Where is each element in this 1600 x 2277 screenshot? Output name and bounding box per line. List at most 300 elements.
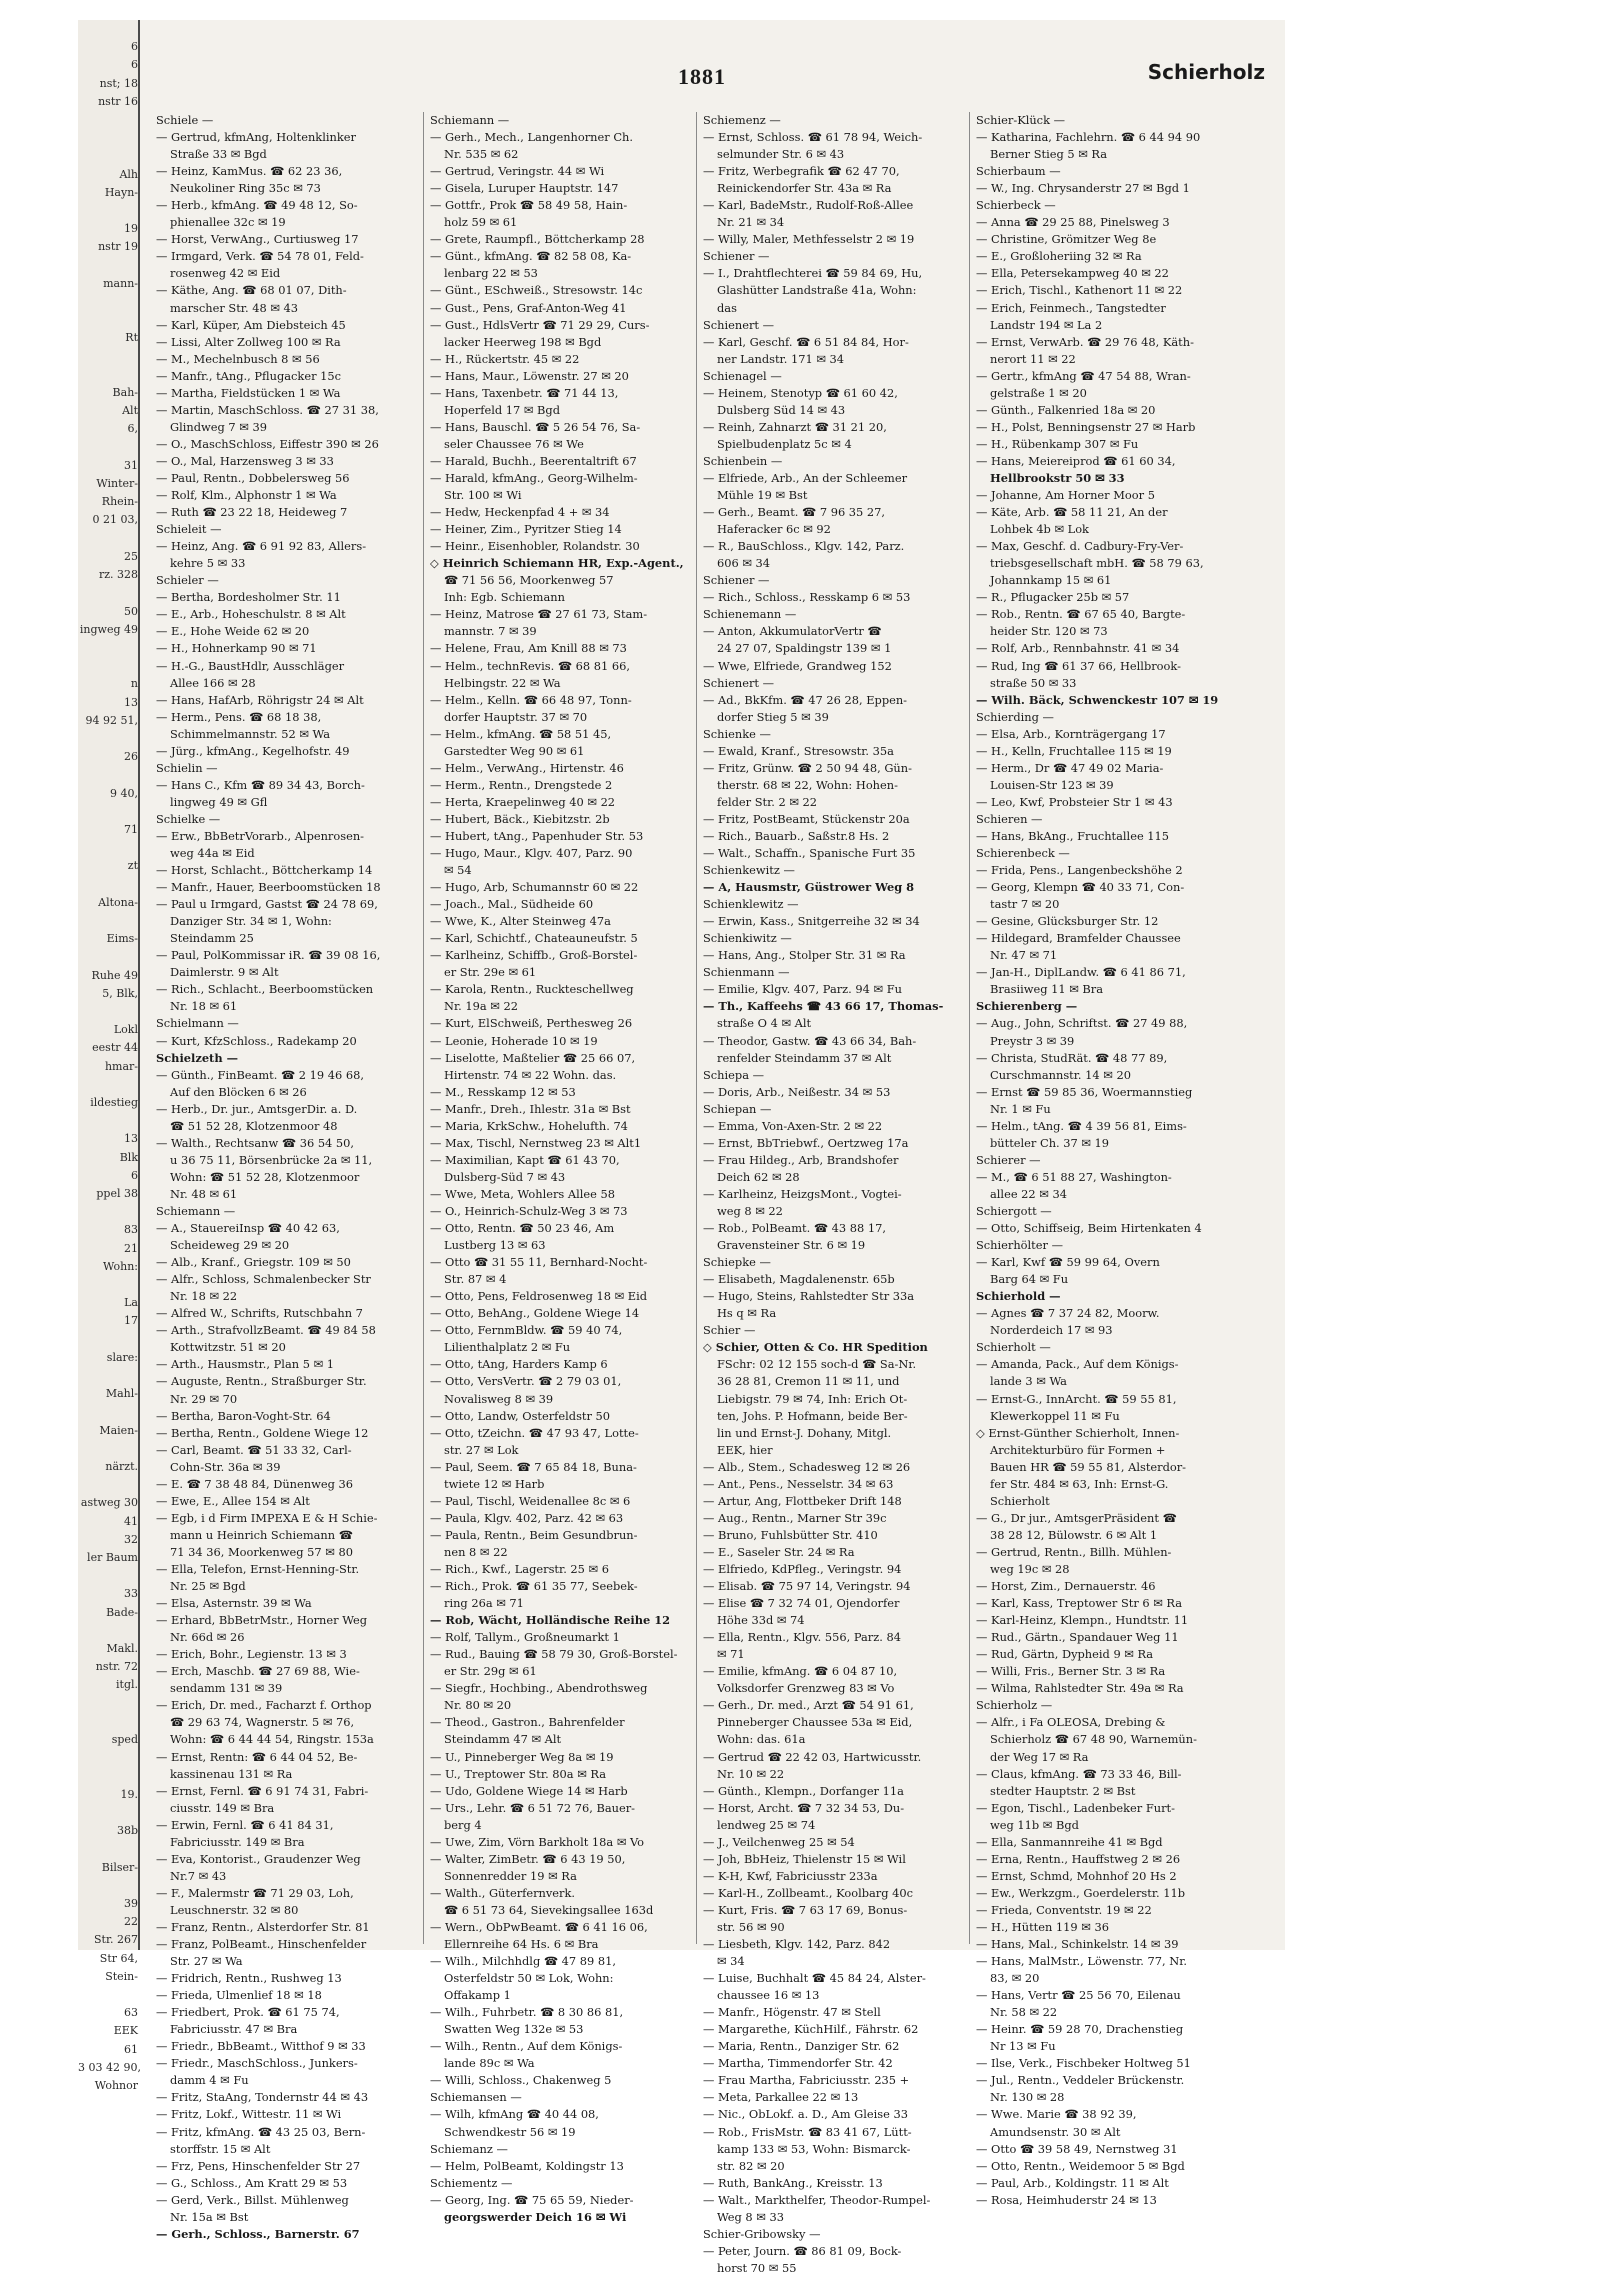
previous-page-fragment: [78, 1713, 138, 1731]
directory-entry-line: — Meta, Parkallee 22 ✉ 13: [703, 2090, 859, 2105]
directory-entry-line: ✉ 54: [444, 863, 472, 878]
previous-page-fragment: nstr. 72: [95, 1660, 138, 1674]
surname-heading: Schierenberg —: [976, 999, 1078, 1014]
directory-entry-line: — Amanda, Pack., Auf dem Königs-: [976, 1357, 1179, 1372]
page-number: 1881: [678, 64, 726, 89]
directory-entry-line: — Gottfr., Prok ☎ 58 49 58, Hain-: [430, 198, 628, 213]
surname-heading: Schierholt —: [976, 1340, 1051, 1355]
directory-entry-line: — Fritz, Werbegrafik ☎ 62 47 70,: [703, 164, 900, 179]
directory-entry-line: holz 59 ✉ 61: [444, 215, 518, 230]
directory-entry-line: — Manfr., Hauer, Beerboomstücken 18: [156, 880, 381, 895]
surname-heading: Schielmann —: [156, 1016, 239, 1031]
directory-entry-line: Nr. 18 ✉ 22: [170, 1289, 238, 1304]
directory-entry-line: — Rich., Schlacht., Beerboomstücken: [156, 982, 374, 997]
directory-entry-line: — Helm., kfmAng. ☎ 58 51 45,: [430, 726, 612, 741]
directory-entry-line: — E., Saseler Str. 24 ✉ Ra: [703, 1544, 855, 1559]
previous-page-fragment: Bilser-: [101, 1860, 138, 1874]
directory-entry-line: — Günth., Klempn., Dorfanger 11a: [703, 1783, 904, 1798]
previous-page-edge: [78, 20, 141, 2092]
directory-entry-line: — Heinz, KamMus. ☎ 62 23 36,: [156, 164, 343, 179]
directory-entry-line: — Gertrud, kfmAng, Holtenklinker: [156, 130, 356, 145]
previous-page-fragment: 21: [124, 1241, 138, 1255]
directory-entry-line: Straße 33 ✉ Bgd: [170, 147, 267, 162]
previous-page-fragment: ler Baum: [87, 1551, 138, 1565]
directory-entry-line: — Ilse, Verk., Fischbeker Holtweg 51: [976, 2056, 1191, 2071]
previous-page-fragment: 63: [124, 2006, 138, 2020]
surname-heading: Schiemenz —: [703, 113, 781, 127]
directory-entry-line: — Kurt, KfzSchloss., Radekamp 20: [156, 1033, 357, 1048]
surname-heading: Schiergott —: [976, 1204, 1052, 1218]
surname-heading: Schierbeck —: [976, 198, 1056, 213]
directory-entry-line: — Elsa, Arb., Kornträgergang 17: [976, 726, 1166, 741]
directory-entry-line: Nr. 25 ✉ Bgd: [170, 1579, 246, 1594]
directory-entry-line: 83, ✉ 20: [990, 1971, 1040, 1986]
directory-entry-line: — Karl, Geschf. ☎ 6 51 84 84, Hor-: [703, 334, 909, 349]
previous-page-fragment: Bah-: [112, 386, 138, 400]
directory-entry-line: — Rud., Bauing ☎ 58 79 30, Groß-Borstel-: [430, 1647, 678, 1662]
directory-entry-line: ◇ Ernst-Günther Schierholt, Innen-: [976, 1425, 1180, 1440]
previous-page-fragment: [78, 1840, 138, 1858]
surname-heading: Schiepan —: [703, 1101, 772, 1116]
previous-page-fragment: Rt: [125, 331, 138, 345]
directory-entry-line: — Erch, Maschb. ☎ 27 69 88, Wie-: [156, 1664, 360, 1679]
directory-entry-line: — Paula, Rentn., Beim Gesundbrun-: [430, 1527, 638, 1542]
directory-entry-line: — Friedr., MaschSchloss., Junkers-: [156, 2056, 358, 2071]
directory-entry-line: Nr. 80 ✉ 20: [444, 1698, 512, 1713]
directory-entry-line: dorfer Hauptstr. 37 ✉ 70: [444, 709, 588, 724]
directory-entry-line: kehre 5 ✉ 33: [170, 556, 246, 571]
previous-page-fragment: 9 40,: [110, 786, 138, 800]
previous-page-fragment: 25: [124, 549, 138, 563]
directory-entry-line: — Günth., Falkenried 18a ✉ 20: [976, 402, 1156, 417]
directory-entry-line: — Kurt, Fris. ☎ 7 63 17 69, Bonus-: [703, 1902, 908, 1917]
previous-page-fragment: 6: [131, 1168, 138, 1182]
directory-entry-line: Fabriciusstr. 47 ✉ Bra: [170, 2022, 298, 2037]
previous-page-fragment: Altona-: [98, 895, 138, 909]
previous-page-fragment: 94 92 51,: [85, 713, 138, 727]
directory-entry-line: — Otto, BehAng., Goldene Wiege 14: [430, 1306, 640, 1321]
surname-heading: Schierer —: [976, 1152, 1041, 1167]
previous-page-fragment: 41: [124, 1514, 138, 1528]
directory-entry-line: — O., Mal, Harzensweg 3 ✉ 33: [156, 453, 334, 468]
directory-entry-line: — Gerh., Mech., Langenhorner Ch.: [430, 130, 633, 145]
running-headword: Schierholz: [1147, 60, 1265, 84]
directory-entry-line: Volksdorfer Grenzweg 83 ✉ Vo: [717, 1681, 895, 1696]
directory-entry-line: — Otto, Rentn. ☎ 50 23 46, Am: [430, 1221, 615, 1236]
directory-entry-line: — Herm., Dr ☎ 47 49 02 Maria-: [976, 760, 1164, 775]
previous-page-fragment: Alt: [122, 404, 138, 418]
surname-heading: Schieren —: [976, 811, 1043, 826]
directory-entry-line: — Frz, Pens, Hinschenfelder Str 27: [156, 2158, 361, 2173]
previous-page-fragment: [78, 293, 138, 311]
directory-entry-line: — Auguste, Rentn., Straßburger Str.: [156, 1374, 367, 1389]
directory-entry-line: lingweg 49 ✉ Gfl: [170, 794, 268, 809]
directory-page: [78, 20, 1285, 2275]
previous-page-fragment: [78, 129, 138, 147]
directory-entry-line: — Otto, Rentn., Weidemoor 5 ✉ Bgd: [976, 2158, 1185, 2173]
directory-entry-line: FSchr: 02 12 155 soch-d ☎ Sa-Nr.: [717, 1357, 917, 1372]
previous-page-fragment: [78, 1112, 138, 1130]
directory-entry-line: — Elsa, Asternstr. 39 ✉ Wa: [156, 1596, 312, 1611]
directory-entry-line: Louisen-Str 123 ✉ 39: [990, 777, 1114, 792]
directory-entry-line: lande 89c ✉ Wa: [444, 2056, 535, 2071]
directory-entry-line: — Hedw, Heckenpfad 4 + ✉ 34: [430, 505, 610, 520]
directory-entry-line: — Maximilian, Kapt ☎ 61 43 70,: [430, 1152, 620, 1167]
directory-entry-line: das: [717, 300, 737, 315]
directory-entry-line: — H., Hohnerkamp 90 ✉ 71: [156, 641, 317, 656]
directory-entry-line: Wohn: das. 61a: [717, 1732, 806, 1747]
previous-page-fragment: 50: [124, 604, 138, 618]
previous-page-fragment: Blk: [119, 1150, 138, 1164]
column-1: [150, 112, 423, 2241]
previous-page-fragment: [78, 730, 138, 748]
directory-entry-line: straße O 4 ✉ Alt: [717, 1016, 812, 1031]
directory-entry-line: — Paul u Irmgard, Gastst ☎ 24 78 69,: [156, 897, 378, 912]
directory-entry-line: — Wwe, Meta, Wohlers Allee 58: [430, 1186, 615, 1201]
directory-entry-line: Hoperfeld 17 ✉ Bgd: [444, 402, 561, 417]
directory-entry-line: Lilienthalplatz 2 ✉ Fu: [444, 1340, 571, 1355]
directory-entry-line: ☎ 71 56 56, Moorkenweg 57: [444, 573, 614, 588]
directory-entry-line: — Rich., Schloss., Resskamp 6 ✉ 53: [703, 590, 911, 605]
directory-entry-line: kassinenau 131 ✉ Ra: [170, 1766, 293, 1781]
directory-entry-line: — Lissi, Alter Zollweg 100 ✉ Ra: [156, 334, 341, 349]
previous-page-fragment: Str 64,: [99, 1951, 138, 1965]
directory-entry-line: ✉ 34: [717, 1954, 745, 1969]
surname-heading: Schielzeth —: [156, 1050, 238, 1065]
directory-entry-line: — Helm., VerwAng., Hirtenstr. 46: [430, 760, 624, 775]
directory-entry-line: — Georg, Ing. ☎ 75 65 59, Nieder-: [430, 2192, 634, 2207]
directory-entry-line: — Peter, Journ. ☎ 86 81 09, Bock-: [703, 2243, 902, 2258]
directory-entry-line: — Ernst, Fernl. ☎ 6 91 74 31, Fabri-: [156, 1783, 369, 1798]
directory-entry-line: — Karl, Kass, Treptower Str 6 ✉ Ra: [976, 1596, 1183, 1611]
column-4: [969, 112, 1242, 2207]
directory-entry-line: ◇ Schier, Otten & Co. HR Spedition: [703, 1340, 928, 1355]
directory-entry-line: Lohbek 4b ✉ Lok: [990, 522, 1089, 537]
directory-entry-line: — Rob., Rentn. ☎ 67 65 40, Bargte-: [976, 607, 1186, 622]
directory-entry-line: — Max, Geschf. d. Cadbury-Fry-Ver-: [976, 539, 1184, 554]
directory-entry-line: str. 56 ✉ 90: [717, 1919, 785, 1934]
directory-entry-line: Liebigstr. 79 ✉ 74, Inh: Erich Ot-: [717, 1391, 908, 1406]
previous-page-fragment: n: [130, 677, 138, 691]
directory-entry-line: — Manfr., tAng., Pflugacker 15c: [156, 368, 342, 383]
previous-page-fragment: Ruhe 49: [91, 968, 138, 982]
previous-page-fragment: [78, 876, 138, 894]
directory-entry-line: — Friedr., BbBeamt., Witthof 9 ✉ 33: [156, 2039, 366, 2054]
surname-heading: Schiener —: [703, 249, 770, 264]
previous-page-fragment: [78, 311, 138, 329]
directory-entry-line: — Gertrud, Rentn., Billh. Mühlen-: [976, 1544, 1172, 1559]
surname-heading: Schiener —: [703, 573, 770, 588]
surname-heading: Schieler —: [156, 573, 219, 588]
directory-entry-line: 24 27 07, Spaldingstr 139 ✉ 1: [717, 641, 892, 656]
directory-entry-line: — H., Kelln, Fruchtallee 115 ✉ 19: [976, 743, 1172, 758]
directory-entry-line: — A., StauereiInsp ☎ 40 42 63,: [156, 1221, 340, 1236]
directory-entry-line: — Ernst, Schmd, Mohnhof 20 Hs 2: [976, 1868, 1177, 1883]
directory-entry-line: Sonnenredder 19 ✉ Ra: [444, 1868, 577, 1883]
directory-entry-line: — Herb., Dr. jur., AmtsgerDir. a. D.: [156, 1101, 358, 1116]
directory-entry-line: — Ew., Werkzgm., Goerdelerstr. 11b: [976, 1885, 1186, 1900]
directory-entry-line: — Joh, BbHeiz, Thielenstr 15 ✉ Wil: [703, 1851, 906, 1866]
directory-entry-line: — H., Hütten 119 ✉ 36: [976, 1919, 1109, 1934]
directory-entry-line: — E., Hohe Weide 62 ✉ 20: [156, 624, 310, 639]
directory-entry-line: — Frida, Pens., Langenbeckshöhe 2: [976, 863, 1183, 878]
running-header: [138, 38, 1285, 94]
directory-entry-line: — Emilie, kfmAng. ☎ 6 04 87 10,: [703, 1664, 898, 1679]
directory-entry-line: — Maria, KrkSchw., Hohelufth. 74: [430, 1118, 628, 1133]
directory-entry-line: gelstraße 1 ✉ 20: [990, 385, 1087, 400]
directory-entry-line: tastr 7 ✉ 20: [990, 897, 1060, 912]
directory-entry-line: marscher Str. 48 ✉ 43: [170, 300, 298, 315]
previous-page-fragment: [78, 948, 138, 966]
surname-heading: Schierhold —: [976, 1289, 1061, 1304]
directory-entry-line: — Erich, Dr. med., Facharzt f. Orthop: [156, 1698, 372, 1713]
surname-heading: Schierbaum —: [976, 164, 1061, 179]
directory-entry-line: — Karl, Schichtf., Chateauneufstr. 5: [430, 931, 638, 946]
directory-entry-line: — Liesbeth, Klgv. 142, Parz. 842: [703, 1937, 891, 1952]
directory-entry-line: — Hubert, Bäck., Kiebitzstr. 2b: [430, 811, 610, 826]
previous-page-fragment: eestr 44: [92, 1041, 138, 1055]
previous-page-fragment: [78, 1076, 138, 1094]
directory-entry-line: ☎ 29 63 74, Wagnerstr. 5 ✉ 76,: [170, 1715, 355, 1730]
directory-entry-line: Steindamm 25: [170, 931, 254, 946]
directory-entry-line: — Hans, Taxenbetr. ☎ 71 44 13,: [430, 385, 619, 400]
directory-entry-line: — Helm., tAng. ☎ 4 39 56 81, Eims-: [976, 1118, 1187, 1133]
directory-entry-line: — M., Mechelnbusch 8 ✉ 56: [156, 351, 320, 366]
directory-entry-line: — Helm., technRevis. ☎ 68 81 66,: [430, 658, 630, 673]
previous-page-fragment: [78, 1367, 138, 1385]
previous-page-fragment: [78, 202, 138, 220]
directory-entry-line: — Bertha, Baron-Voght-Str. 64: [156, 1408, 331, 1423]
directory-entry-line: — Wilma, Rahlstedter Str. 49a ✉ Ra: [976, 1681, 1184, 1696]
directory-entry-line: Nr. 10 ✉ 22: [717, 1766, 785, 1781]
previous-page-fragment: [78, 766, 138, 784]
directory-entry-line: Landstr 194 ✉ La 2: [990, 317, 1103, 332]
directory-entry-line: — Karl, Küper, Am Diebsteich 45: [156, 317, 346, 332]
directory-entry-line: — Martha, Timmendorfer Str. 42: [703, 2056, 893, 2071]
directory-entry-line: — W., Ing. Chrysanderstr 27 ✉ Bgd 1: [976, 181, 1190, 196]
directory-entry-line: — Herm., Rentn., Drengstede 2: [430, 777, 613, 792]
directory-entry-line: — Liselotte, Maßtelier ☎ 25 66 07,: [430, 1050, 636, 1065]
directory-entry-line: lendweg 25 ✉ 74: [717, 1817, 816, 1832]
directory-entry-line: — Hans, MalMstr., Löwenstr. 77, Nr.: [976, 1954, 1188, 1969]
directory-entry-line: ◇ Heinrich Schiemann HR, Exp.-Agent.,: [430, 556, 684, 571]
previous-page-fragment: [78, 639, 138, 657]
directory-entry-line: — J., Veilchenweg 25 ✉ 54: [703, 1834, 855, 1849]
surname-heading: Schienert —: [703, 317, 775, 332]
directory-entry-line: — Wilh., Rentn., Auf dem Königs-: [430, 2039, 623, 2054]
directory-entry-line: — Elise ☎ 7 32 74 01, Ojendorfer: [703, 1596, 900, 1611]
directory-entry-line: — Udo, Goldene Wiege 14 ✉ Harb: [430, 1783, 628, 1798]
directory-entry-line: — Martha, Fieldstücken 1 ✉ Wa: [156, 385, 341, 400]
surname-heading: Schienert —: [703, 675, 775, 690]
directory-entry-line: Danziger Str. 34 ✉ 1, Wohn:: [170, 914, 332, 929]
directory-entry-line: Str. 27 ✉ Wa: [170, 1954, 243, 1969]
surname-heading: Schieleit —: [156, 522, 222, 537]
directory-entry-line: — Theodor, Gastw. ☎ 43 66 34, Bah-: [703, 1033, 917, 1048]
directory-entry-line: — I., Drahtflechterei ☎ 59 84 69, Hu,: [703, 266, 923, 281]
directory-entry-line: Kottwitzstr. 51 ✉ 20: [170, 1340, 286, 1355]
directory-entry-line: Schimmelmannstr. 52 ✉ Wa: [170, 726, 331, 741]
previous-page-fragment: [78, 257, 138, 275]
previous-page-fragment: [78, 1476, 138, 1494]
directory-entry-line: Haferacker 6c ✉ 92: [717, 522, 831, 537]
previous-page-fragment: nstr 16: [98, 94, 138, 108]
previous-page-fragment: [78, 657, 138, 675]
directory-entry-line: — Ella, Telefon, Ernst-Henning-Str.: [156, 1561, 360, 1576]
directory-entry-line: — Carl, Beamt. ☎ 51 33 32, Carl-: [156, 1442, 352, 1457]
directory-entry-line: ciusstr. 149 ✉ Bra: [170, 1800, 275, 1815]
directory-entry-line: — Theod., Gastron., Bahrenfelder: [430, 1715, 625, 1730]
directory-entry-line: — Grete, Raumpfl., Böttcherkamp 28: [430, 232, 645, 247]
directory-entry-line: — Käte, Arb. ☎ 58 11 21, An der: [976, 505, 1168, 520]
surname-heading: Schiemansen —: [430, 2090, 522, 2105]
directory-entry-line: — R., BauSchloss., Klgv. 142, Parz.: [703, 539, 905, 554]
previous-page-fragment: slare:: [106, 1350, 138, 1364]
directory-entry-line: — Hans, Bauschl. ☎ 5 26 54 76, Sa-: [430, 419, 641, 434]
directory-entry-line: — Gerh., Schloss., Barnerstr. 67: [156, 2226, 360, 2241]
directory-entry-line: — Hans, Mal., Schinkelstr. 14 ✉ 39: [976, 1937, 1179, 1952]
directory-entry-line: — Emma, Von-Axen-Str. 2 ✉ 22: [703, 1118, 883, 1133]
directory-entry-line: 36 28 81, Cremon 11 ✉ 11, und: [717, 1374, 900, 1389]
directory-entry-line: — Hildegard, Bramfelder Chaussee: [976, 931, 1181, 946]
directory-entry-line: — Ella, Petersekampweg 40 ✉ 22: [976, 266, 1169, 281]
directory-entry-line: — Arth., Hausmstr., Plan 5 ✉ 1: [156, 1357, 334, 1372]
directory-entry-line: Str. 87 ✉ 4: [444, 1272, 507, 1287]
directory-entry-line: — Gertrud, Veringstr. 44 ✉ Wi: [430, 164, 605, 179]
directory-entry-line: Inh: Egb. Schiemann: [444, 590, 565, 605]
directory-entry-line: Osterfeldstr 50 ✉ Lok, Wohn:: [444, 1971, 614, 1986]
surname-heading: Schienbein —: [703, 453, 783, 468]
directory-entry-line: Hellbrookstr 50 ✉ 33: [990, 470, 1125, 485]
directory-entry-line: er Str. 29e ✉ 61: [444, 965, 537, 980]
directory-entry-line: — O., Heinrich-Schulz-Weg 3 ✉ 73: [430, 1204, 628, 1218]
directory-entry-line: Nr. 15a ✉ Bst: [170, 2209, 249, 2224]
directory-entry-line: — Ernst ☎ 59 85 36, Woermannstieg: [976, 1084, 1193, 1099]
previous-page-fragment: 5, Blk,: [102, 986, 138, 1000]
directory-entry-line: — Paul, Tischl, Weidenallee 8c ✉ 6: [430, 1493, 631, 1508]
directory-entry-line: — O., MaschSchloss, Eiffestr 390 ✉ 26: [156, 436, 379, 451]
directory-entry-line: sendamm 131 ✉ 39: [170, 1681, 283, 1696]
directory-entry-line: twiete 12 ✉ Harb: [444, 1476, 545, 1491]
directory-entry-line: Weg 8 ✉ 33: [717, 2209, 784, 2224]
directory-entry-line: — Gertr., kfmAng ☎ 47 54 88, Wran-: [976, 368, 1191, 383]
directory-entry-line: — Gerh., Beamt. ☎ 7 96 35 27,: [703, 505, 886, 520]
surname-heading: Schielin —: [156, 760, 218, 775]
directory-entry-line: — Frieda, Conventstr. 19 ✉ 22: [976, 1902, 1152, 1917]
previous-page-fragment: [78, 366, 138, 384]
surname-heading: Schiepke —: [703, 1255, 771, 1270]
directory-entry-line: — Willi, Fris., Berner Str. 3 ✉ Ra: [976, 1664, 1166, 1679]
directory-entry-line: Gravensteiner Str. 6 ✉ 19: [717, 1238, 866, 1253]
directory-entry-line: — Herb., kfmAng. ☎ 49 48 12, So-: [156, 198, 358, 213]
previous-page-fragment: [78, 1877, 138, 1895]
directory-entry-line: Wohn: ☎ 6 44 44 54, Ringstr. 153a: [170, 1732, 374, 1747]
directory-entry-line: — Horst, Schlacht., Böttcherkamp 14: [156, 863, 373, 878]
previous-page-fragment: 38b: [116, 1824, 138, 1838]
directory-entry-line: — Günt., kfmAng. ☎ 82 58 08, Ka-: [430, 249, 632, 264]
directory-entry-line: seler Chaussee 76 ✉ We: [444, 436, 584, 451]
directory-entry-line: Allee 166 ✉ 28: [170, 675, 256, 690]
directory-entry-line: — Paul, PolKommissar iR. ☎ 39 08 16,: [156, 948, 381, 963]
directory-entry-line: horst 70 ✉ 55: [717, 2260, 797, 2275]
directory-entry-line: — Franz, PolBeamt., Hinschenfelder: [156, 1937, 367, 1952]
surname-heading: Schienmann —: [703, 965, 790, 980]
directory-entry-line: — Reinh, Zahnarzt ☎ 31 21 20,: [703, 419, 887, 434]
directory-entry-line: Ellernreihe 64 Hs. 6 ✉ Bra: [444, 1937, 599, 1952]
directory-entry-line: — Helene, Frau, Am Knill 88 ✉ 73: [430, 641, 627, 656]
surname-heading: Schier-Gribowsky —: [703, 2226, 821, 2241]
previous-page-fragment: 3 03 42 90,: [78, 2060, 141, 2074]
previous-page-fragment: [78, 1403, 138, 1421]
directory-entry-line: Auf den Blöcken 6 ✉ 26: [170, 1084, 307, 1099]
directory-entry-line: Hirtenstr. 74 ✉ 22 Wohn. das.: [444, 1067, 617, 1082]
directory-entry-line: Amundsenstr. 30 ✉ Alt: [990, 2124, 1121, 2139]
directory-entry-line: — Johanne, Am Horner Moor 5: [976, 488, 1155, 503]
directory-entry-line: — Hugo, Steins, Rahlstedter Str 33a: [703, 1289, 915, 1304]
directory-entry-line: — Hubert, tAng., Papenhuder Str. 53: [430, 828, 644, 843]
surname-heading: Schienke —: [703, 726, 771, 741]
directory-entry-line: Nr.7 ✉ 43: [170, 1868, 227, 1883]
directory-entry-line: — Horst, Archt. ☎ 7 32 34 53, Du-: [703, 1800, 905, 1815]
directory-entry-line: — Helm, PolBeamt, Koldingstr 13: [430, 2158, 624, 2173]
directory-entry-line: — Ella, Rentn., Klgv. 556, Parz. 84: [703, 1630, 901, 1645]
directory-entry-line: — Paula, Klgv. 402, Parz. 42 ✉ 63: [430, 1510, 624, 1525]
directory-entry-line: — Otto, tZeichn. ☎ 47 93 47, Lotte-: [430, 1425, 639, 1440]
directory-entry-line: lin und Ernst-J. Dohany, Mitgl.: [717, 1425, 892, 1440]
previous-page-fragment: La: [124, 1296, 138, 1310]
previous-page-fragment: 22: [124, 1915, 138, 1929]
previous-page-fragment: Makl.: [106, 1642, 138, 1656]
previous-page-fragment: hmar-: [104, 1059, 138, 1073]
directory-entry-line: — Elisab. ☎ 75 97 14, Veringstr. 94: [703, 1579, 911, 1594]
previous-page-fragment: 26: [124, 750, 138, 764]
column-3: [696, 112, 969, 2275]
surname-heading: Schiemann —: [156, 1204, 236, 1218]
directory-entry-line: — Nic., ObLokf. a. D., Am Gleise 33: [703, 2107, 908, 2122]
directory-entry-line: — Ruth, BankAng., Kreisstr. 13: [703, 2175, 883, 2190]
directory-entry-line: kamp 133 ✉ 53, Wohn: Bismarck-: [717, 2141, 911, 2156]
previous-page-fragment: 32: [124, 1532, 138, 1546]
previous-page-fragment: [78, 803, 138, 821]
directory-entry-line: — Harald, kfmAng., Georg-Wilhelm-: [430, 470, 638, 485]
directory-entry-line: — Fridrich, Rentn., Rushweg 13: [156, 1971, 342, 1986]
directory-entry-line: renfelder Steindamm 37 ✉ Alt: [717, 1050, 892, 1065]
previous-page-fragment: [78, 147, 138, 165]
directory-entry-line: — Bertha, Bordesholmer Str. 11: [156, 590, 341, 605]
directory-entry-line: Cohn-Str. 36a ✉ 39: [170, 1459, 281, 1474]
directory-entry-line: — R., Pflugacker 25b ✉ 57: [976, 590, 1130, 605]
previous-page-fragment: astweg 30: [80, 1496, 138, 1510]
directory-entry-line: — Herm., Pens. ☎ 68 18 38,: [156, 709, 322, 724]
directory-entry-line: Steindamm 47 ✉ Alt: [444, 1732, 562, 1747]
directory-entry-line: — Hans, HafArb, Röhrigstr 24 ✉ Alt: [156, 692, 364, 707]
directory-entry-line: — Rud, Gärtn, Dypheid 9 ✉ Ra: [976, 1647, 1154, 1662]
surname-heading: Schiemann —: [430, 113, 510, 127]
directory-entry-line: — Ernst, Rentn: ☎ 6 44 04 52, Be-: [156, 1749, 358, 1764]
directory-entry-line: weg 11b ✉ Bgd: [990, 1817, 1079, 1832]
directory-entry-line: — Walth., Güterfernverk.: [430, 1885, 576, 1900]
previous-page-fragment: [78, 111, 138, 129]
directory-entry-line: — Helm., Kelln. ☎ 66 48 97, Tonn-: [430, 692, 632, 707]
previous-page-fragment: [78, 20, 138, 38]
directory-entry-line: Barg 64 ✉ Fu: [990, 1272, 1069, 1287]
surname-heading: Schiepa —: [703, 1067, 764, 1082]
directory-entry-line: Fabriciusstr. 149 ✉ Bra: [170, 1834, 305, 1849]
directory-entry-line: — Hans, Vertr ☎ 25 56 70, Eilenau: [976, 1988, 1181, 2003]
surname-heading: Schienkewitz —: [703, 863, 795, 878]
directory-entry-line: — Elfriede, Arb., An der Schleemer: [703, 470, 908, 485]
directory-entry-line: — Erich, Bohr., Legienstr. 13 ✉ 3: [156, 1647, 347, 1662]
